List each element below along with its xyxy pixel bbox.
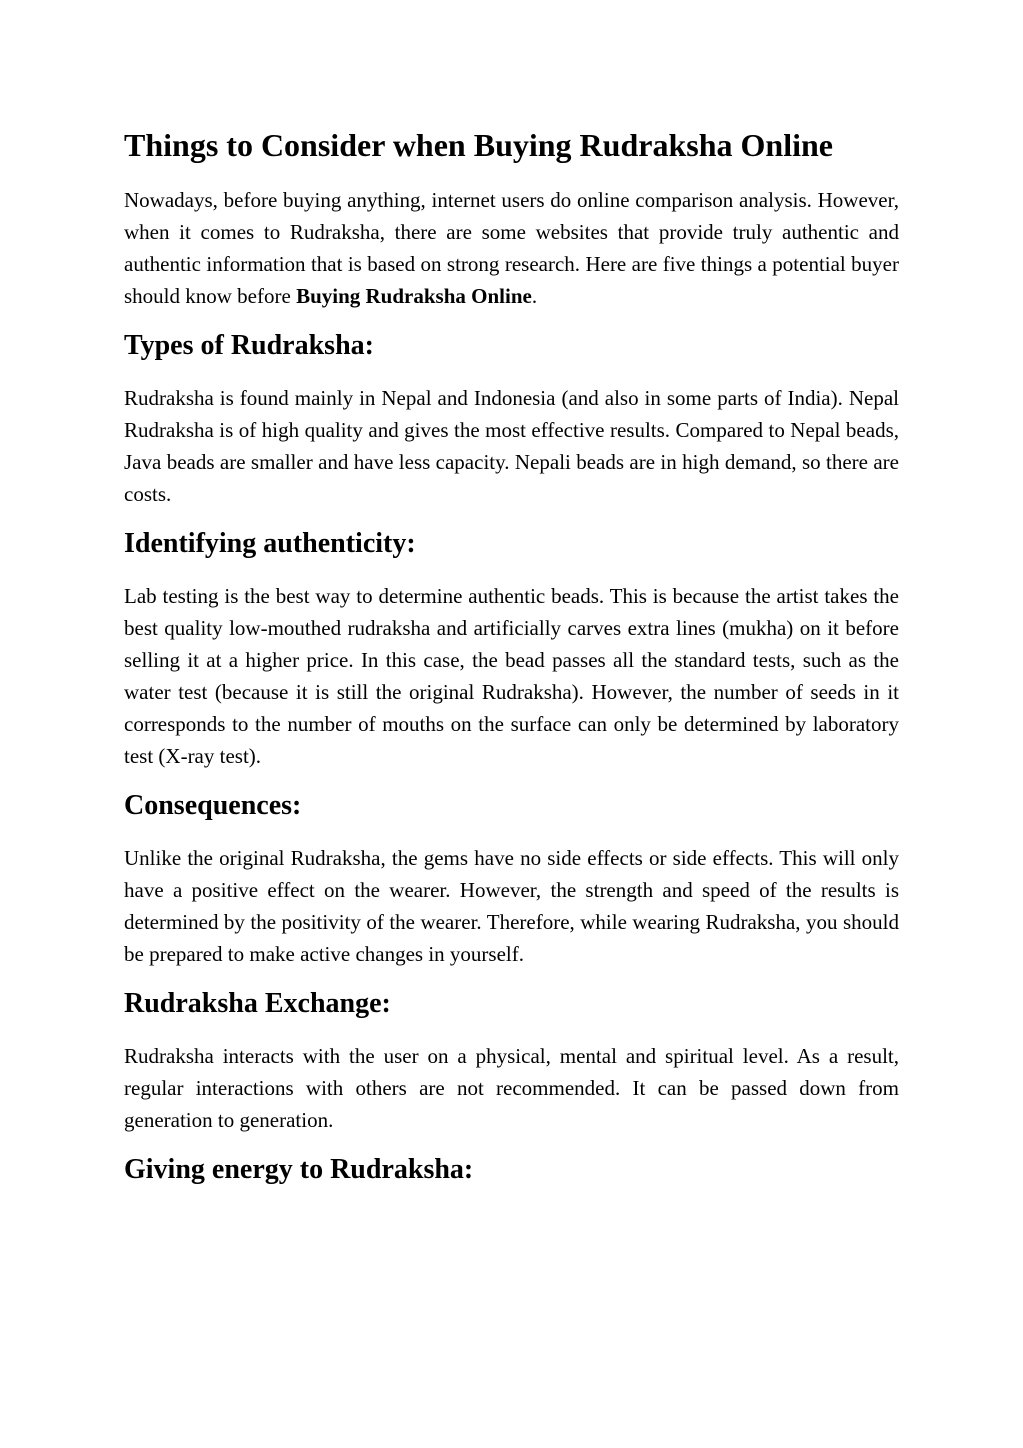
document-page [124, 124, 899, 1206]
intro-text: Nowadays, before buying anything, internet users do online comparison analysis. However, when it comes to Rudraksha, there are some websites that provide truly authentic and authentic information that is based on strong research. Here are five things a potential buyer should know before [124, 188, 899, 308]
section-body-authenticity: Lab testing is the best way to determine authentic beads. This is because the artist takes the best quality low-mouthed rudraksha and artificially carves extra lines (mukha) on it before selling it at a higher price. In this case, the bead passes all the standard tests, such as the water test (because it is still the original Rudraksha). However, the number of seeds in it corresponds to the number of mouths on the surface can only be determined by laboratory test (X-ray test). [124, 584, 899, 768]
section-body-consequences: Unlike the original Rudraksha, the gems have no side effects or side effects. This will only have a positive effect on the wearer. However, the strength and speed of the results is determined by the positivity of the wearer. Therefore, while wearing Rudraksha, you should be prepared to make active changes in yourself. [124, 846, 899, 966]
section-heading-consequences: Consequences: [124, 790, 302, 821]
intro-end: . [531, 284, 538, 308]
intro-paragraph [124, 184, 899, 312]
section-heading-authenticity: Identifying authenticity: [124, 528, 416, 559]
section-heading-energy: Giving energy to Rudraksha: [124, 1154, 474, 1185]
document-title: Things to Consider when Buying Rudraksha Online [124, 127, 833, 163]
intro-bold-phrase: Buying Rudraksha Online [296, 284, 532, 308]
section-heading-types: Types of Rudraksha: [124, 330, 374, 361]
section-body-types: Rudraksha is found mainly in Nepal and Indonesia (and also in some parts of India). Nepal Rudraksha is of high quality and gives the most effective results. Compared to Nepal beads, Java beads are smaller and have less capacity. Nepali beads are in high demand, so there are costs. [124, 386, 899, 506]
section-heading-exchange: Rudraksha Exchange: [124, 988, 391, 1019]
section-body-exchange: Rudraksha interacts with the user on a physical, mental and spiritual level. As a result, regular interactions with others are not recommended. It can be passed down from generation to generation. [124, 1044, 899, 1132]
